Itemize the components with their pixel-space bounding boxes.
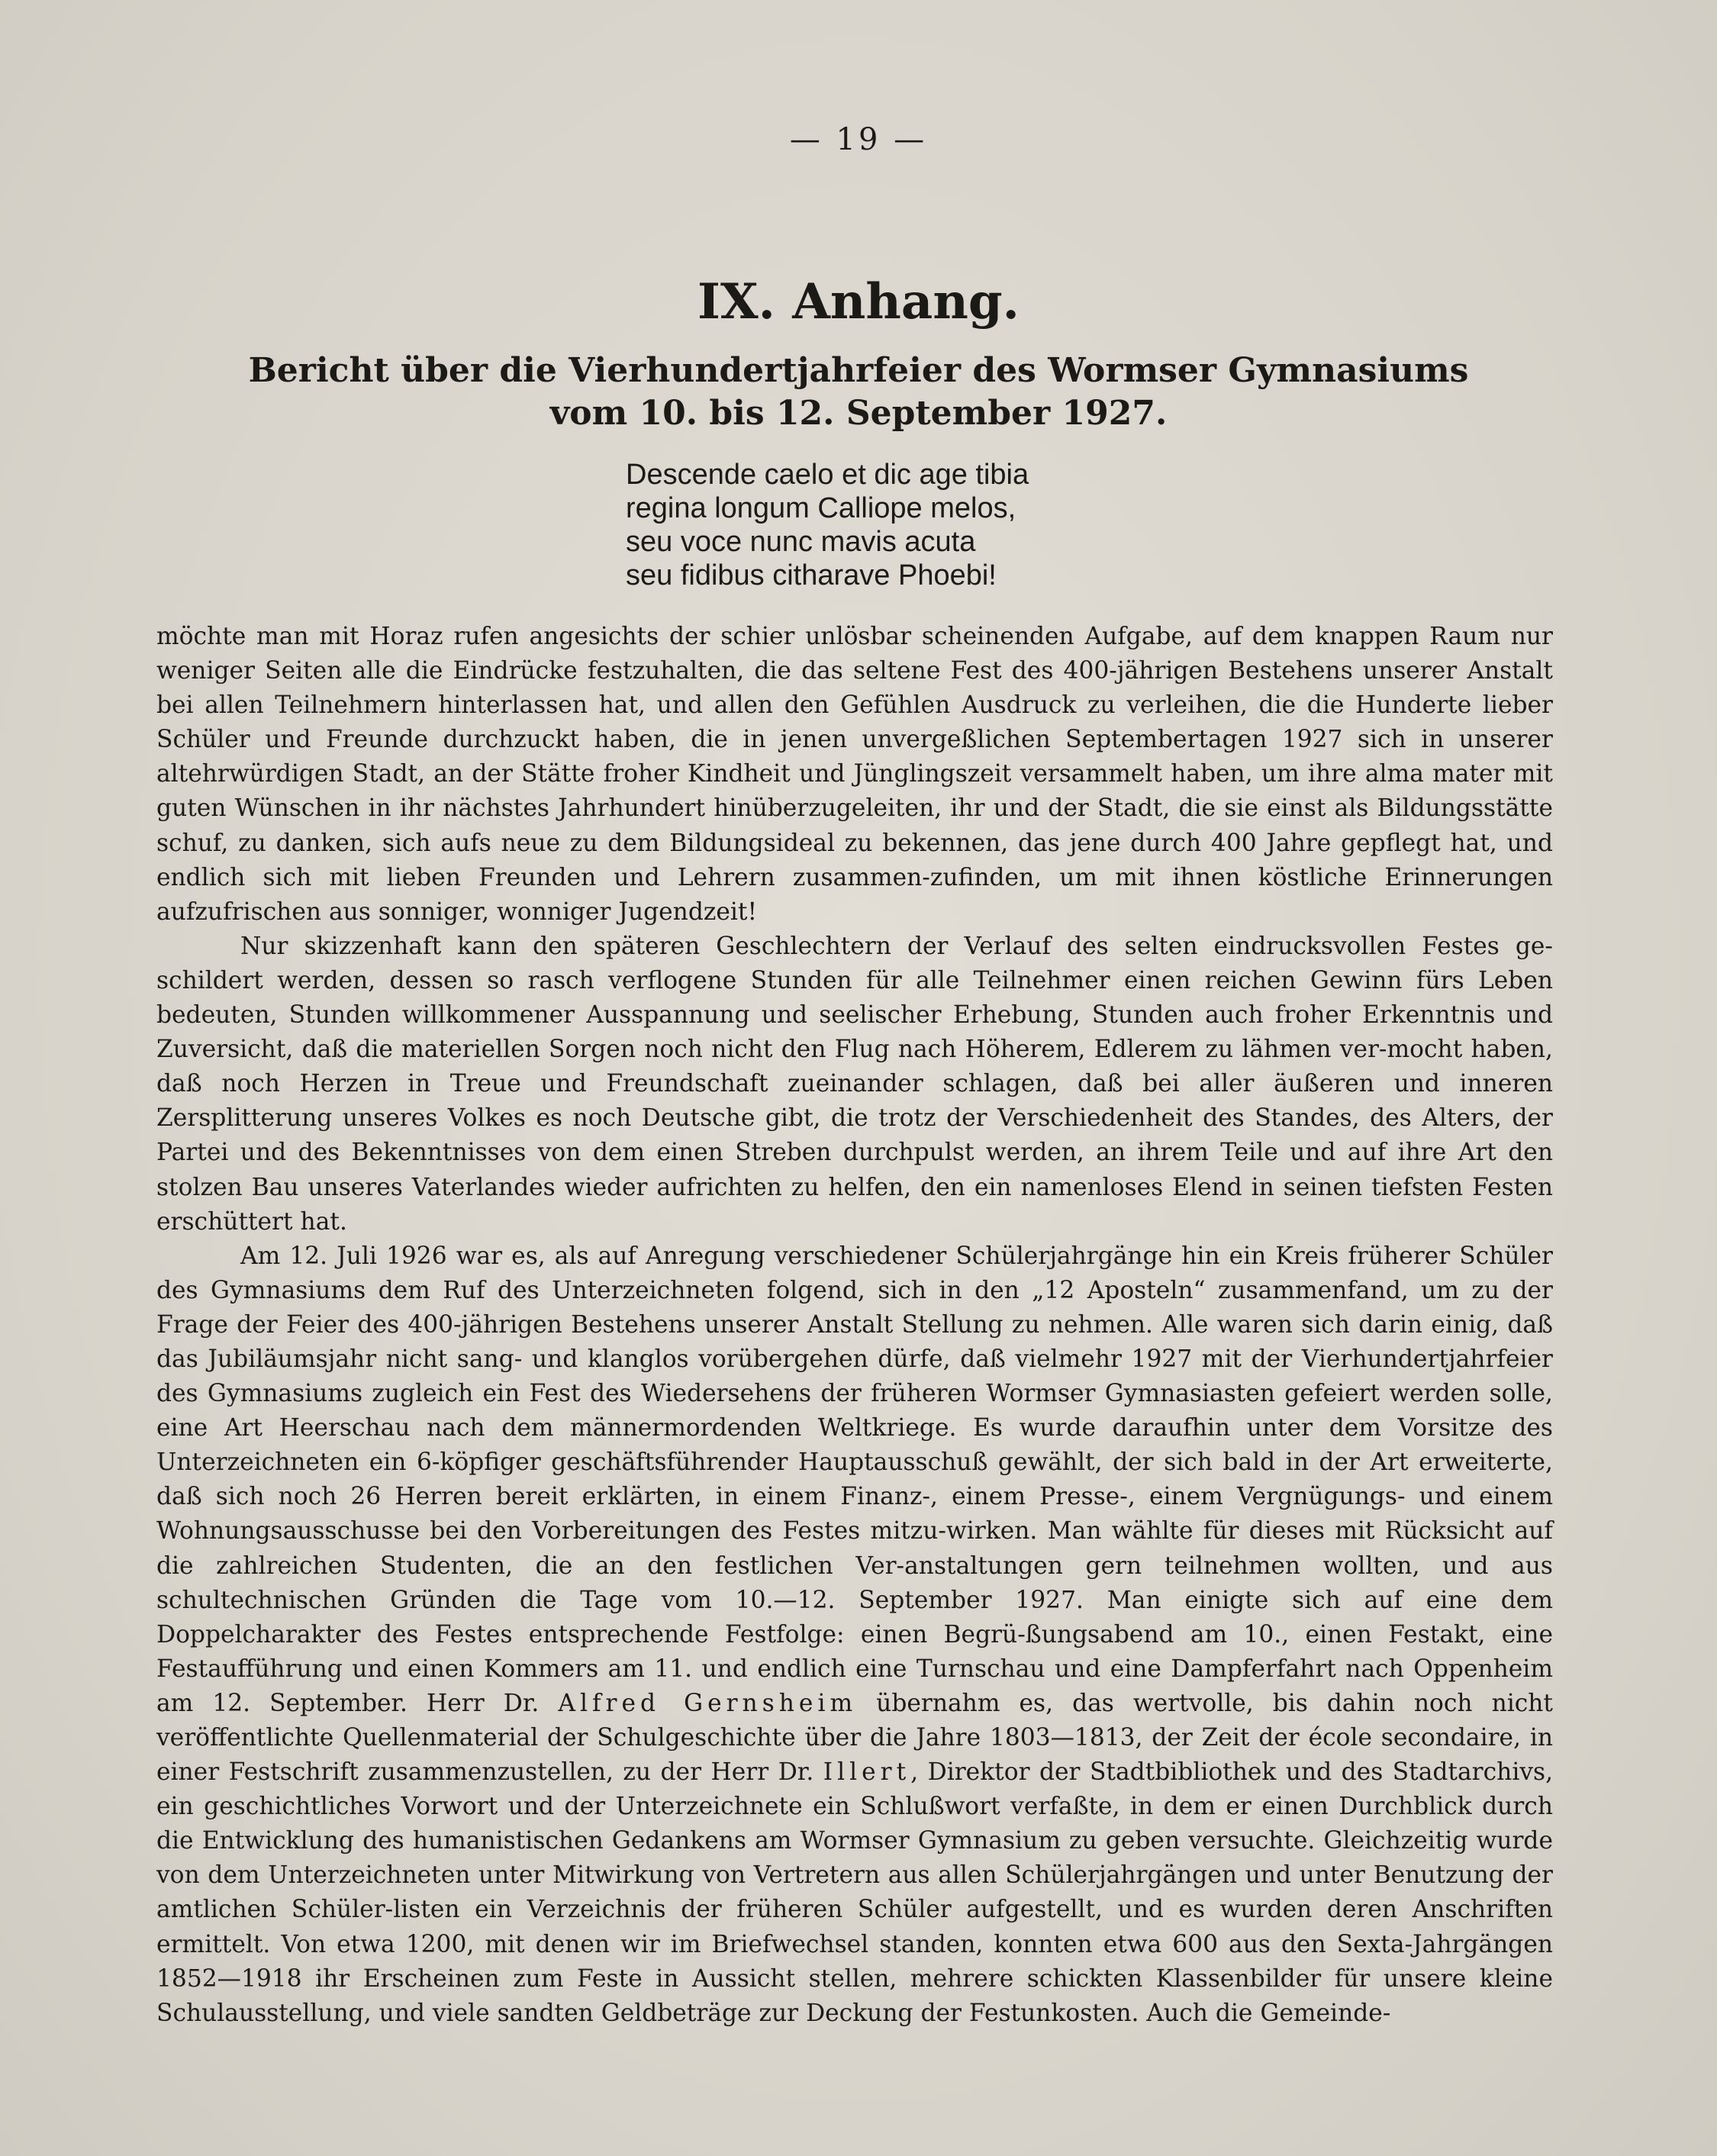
chapter-subtitle	[0, 350, 1717, 435]
epigraph-line: seu fidibus citharave Phoebi!	[626, 559, 997, 591]
body-text	[156, 620, 1553, 2031]
epigraph-line: Descende caelo et dic age tibia	[626, 459, 1029, 491]
paragraph-horaz: möchte man mit Horaz rufen angesichts der schier unlösbar scheinenden Aufgabe, auf dem knappen Raum nur weniger Seiten alle die Eindrücke festzuhalten, die das seltene Fest des 400-jährigen Bestehens unserer Anstalt bei allen Teilnehmern hinterlassen hat, und allen den Gefühlen Ausdruck zu verleihen, die die Hunderte lieber Schüler und Freunde durchzuckt haben, die in jenen unvergeßlichen Septembertagen 1927 sich in unserer altehrwürdigen Stadt, an der Stätte froher Kindheit und Jünglingszeit versammelt haben, um ihre alma mater mit guten Wünschen in ihr nächstes Jahrhundert hinüberzugeleiten, ihr und der Stadt, die sie einst als Bildungsstätte schuf, zu danken, sich aufs neue zu dem Bildungsideal zu bekennen, das jene durch 400 Jahre gepflegt hat, und endlich sich mit lieben Freunden und Lehrern zusammen-zufinden, um mit ihnen köstliche Erinnerungen aufzufrischen aus sonniger, wonniger Jugendzeit!	[156, 623, 1553, 926]
subtitle-line-1: Bericht über die Vierhundertjahrfeier des Wormser Gymnasiums	[248, 351, 1469, 390]
illert-prefix: Dr.	[778, 1758, 814, 1787]
person-illert: Illert	[823, 1758, 911, 1787]
paragraph-fest: Nur skizzenhaft kann den späteren Geschlechtern der Verlauf des selten eindrucksvollen Festes ge-schildert werden, dessen so rasch verflogene Stunden für alle Teilnehmer einen reichen Gewinn fürs Leben bedeuten, Stunden willkommener Ausspannung und seelischer Erhebung, Stunden auch froher Erkenntnis und Zuversicht, daß die materiellen Sorgen noch nicht den Flug nach Höherem, Edlerem zu lähmen ver-mocht haben, daß noch Herzen in Treue und Freundschaft zueinander schlagen, daß bei aller äußeren und inneren Zersplitterung unseres Volkes es noch Deutsche gibt, die trotz der Verschiedenheit des Standes, des Alters, der Partei und des Bekenntnisses von dem einen Streben durchpulst werden, an ihrem Teile und auf ihre Art den stolzen Bau unseres Vaterlandes wieder aufrichten zu helfen, den ein namenloses Elend in seinen tiefsten Festen erschüttert hat.	[156, 932, 1553, 1236]
paragraph-vorbereitung-text: Am 12. Juli 1926 war es, als auf Anregung verschiedener Schülerjahrgänge hin ein Kreis früherer Schüler des Gymnasiums dem Ruf des Unterzeichneten folgend, sich in den „12 Aposteln“ zusammenfand, um zu der Frage der Feier des 400-jährigen Bestehens unserer Anstalt Stellung zu nehmen. Alle waren sich darin einig, daß das Jubiläumsjahr nicht sang- und klanglos vorübergehen dürfe, daß vielmehr 1927 mit der Vierhundertjahrfeier des Gymnasiums zugleich ein Fest des Wiedersehens der früheren Wormser Gymnasiasten gefeiert werden solle, eine Art Heerschau nach dem männermordenden Weltkriege. Es wurde daraufhin unter dem Vorsitze des Unterzeichneten ein 6-köpfiger geschäftsführender Hauptausschuß gewählt, der sich bald in der Art erweiterte, daß sich noch 26 Herren bereit erklärten, in einem Finanz-, einem Presse-, einem Vergnügungs- und einem Wohnungsausschusse bei den Vorbereitungen des Festes mitzu-wirken. Man wählte für dieses mit Rücksicht auf die zahlreichen Studenten, die an den festlichen Ver-anstaltungen gern teilnehmen wollten, und aus schultechnischen Gründen die Tage vom 10.—12. September 1927. Man einigte sich auf eine dem Doppelcharakter des Festes entsprechende Festfolge: einen Begrü-ßungsabend am 10., einen Festakt, eine Festaufführung und einen Kommers am 11. und endlich eine Turnschau und eine Dampferfahrt nach Oppenheim am 12. September.	[156, 1242, 1553, 1717]
person-gernsheim: Alfred Gernsheim	[558, 1689, 858, 1717]
paragraph-verzeichnis: ein geschichtliches Vorwort und der Unterzeichnete ein Schlußwort verfaßte, in dem er einen Durchblick durch die Entwicklung des humanistischen Gedankens am Wormser Gymnasium zu geben versuchte. Gleichzeitig wurde von dem Unterzeichneten unter Mitwirkung von Vertretern aus allen Schülerjahrgängen und unter Benutzung der amtlichen Schüler-listen ein Verzeichnis der früheren Schüler aufgestellt, und es wurden deren Anschriften ermittelt. Von etwa 1200, mit denen wir im Briefwechsel standen, konnten etwa 600 aus den Sexta-Jahrgängen 1852—1918 ihr Erscheinen zum Feste in Aussicht stellen, mehrere schickten Klassenbilder für unsere kleine Schulausstellung, und viele sandten Geldbeträge zur Deckung der Festunkosten. Auch die Gemeinde-	[156, 1793, 1553, 2027]
illert-suffix: , Direktor der Stadtbibliothek und des Stadtarchivs,	[910, 1758, 1554, 1787]
paragraph-festschrift: übernahm es, das wertvolle, bis dahin noch nicht veröffentlichte Quellenmaterial der Schulgeschichte über die Jahre 1803—1813, der Zeit der école secondaire, in einer Festschrift zusammenzustellen, zu der Herr	[156, 1689, 1554, 1787]
herr-prefix: Herr Dr.	[426, 1689, 540, 1717]
page-number: — 19 —	[789, 122, 928, 157]
epigraph-line: seu voce nunc mavis acuta	[626, 526, 976, 558]
paragraph-vorbereitung	[156, 1239, 1553, 2031]
subtitle-line-2: vom 10. bis 12. September 1927.	[549, 394, 1168, 433]
chapter-title: IX. Anhang.	[697, 273, 1020, 330]
epigraph-line: regina longum Calliope melos,	[626, 492, 1016, 524]
latin-epigraph	[626, 458, 1160, 592]
